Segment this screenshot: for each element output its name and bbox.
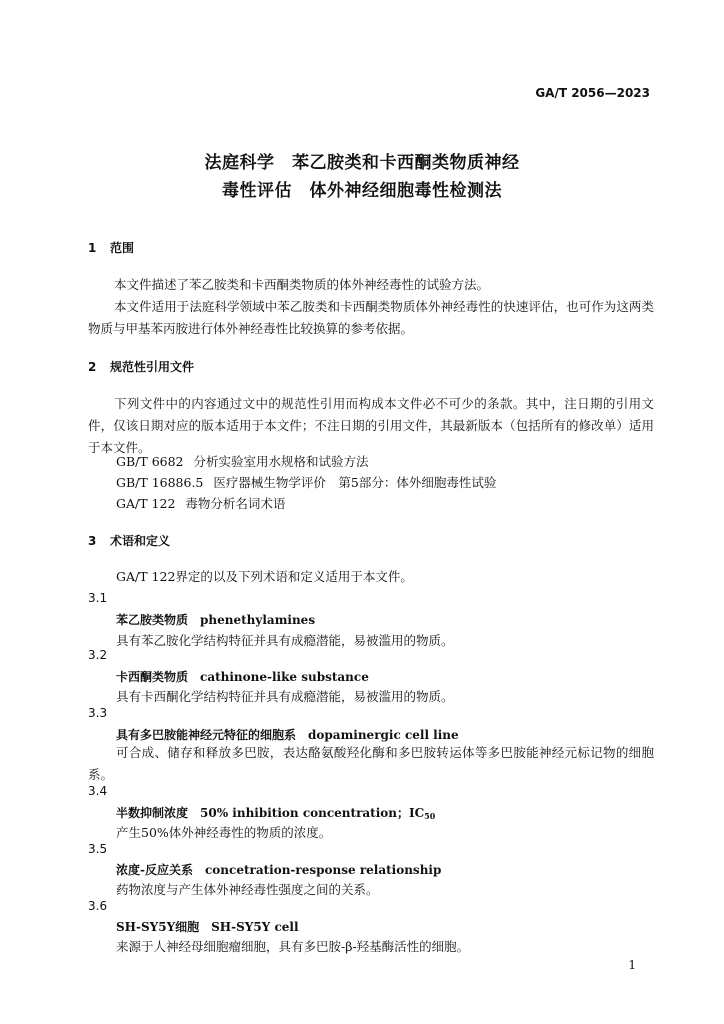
term-definition: 药物浓度与产生体外神经毒性强度之间的关系。: [116, 882, 379, 897]
term-en: cathinone-like substance: [200, 670, 369, 684]
reference-item: [116, 473, 496, 493]
term-heading: [116, 861, 441, 878]
section-title: 规范性引用文件: [110, 360, 195, 374]
term-heading: [116, 918, 299, 935]
term-heading: [116, 726, 459, 743]
term-number: 3.4: [88, 784, 108, 798]
term-en: SH-SY5Y cell: [211, 920, 299, 934]
term-en: 50% inhibition concentration；IC: [200, 806, 425, 820]
document-number: GA/T 2056—2023: [535, 86, 650, 100]
section-title: 范围: [110, 241, 135, 255]
term-definition: 来源于人神经母细胞瘤细胞，具有多巴胺-β-羟基酶活性的细胞。: [116, 939, 470, 954]
term-definition: 可合成、储存和释放多巴胺，表达酪氨酸羟化酶和多巴胺转运体等多巴胺能神经元标记物的细胞系。: [88, 745, 654, 782]
term-cn: SH-SY5Y细胞: [116, 920, 200, 934]
term-heading: [116, 668, 369, 685]
term-cn: 浓度-反应关系: [116, 863, 193, 877]
section-3-intro: GA/T 122界定的以及下列术语和定义适用于本文件。: [116, 569, 413, 584]
term-cn: 卡西酮类物质: [116, 670, 189, 684]
term-cn: 半数抑制浓度: [116, 806, 189, 820]
term-number: 3.3: [88, 706, 108, 720]
term-number: 3.2: [88, 648, 108, 662]
term-en: concetration-response relationship: [204, 863, 442, 877]
section-1-para-1: 本文件描述了苯乙胺类和卡西酮类物质的体外神经毒性的试验方法。: [114, 277, 490, 292]
section-number: 1: [88, 241, 97, 255]
term-definition: 具有苯乙胺化学结构特征并具有成瘾潜能，易被滥用的物质。: [116, 633, 454, 648]
term-cn: 苯乙胺类物质: [116, 613, 189, 627]
title-line-2: 毒性评估 体外神经细胞毒性检测法: [222, 181, 502, 201]
term-heading: [116, 611, 315, 628]
reference-code: GB/T 16886.5: [116, 475, 204, 490]
section-number: 3: [88, 534, 97, 548]
section-3-heading: [88, 532, 170, 549]
section-title: 术语和定义: [110, 534, 171, 548]
section-1-heading: [88, 239, 134, 256]
term-en: phenethylamines: [200, 613, 316, 627]
term-number: 3.1: [88, 591, 108, 605]
term-number: 3.6: [88, 899, 108, 913]
page-number: 1: [628, 958, 636, 972]
term-number: 3.5: [88, 842, 108, 856]
term-en: dopaminergic cell line: [308, 728, 459, 742]
term-definition: 具有卡西酮化学结构特征并具有成瘾潜能，易被滥用的物质。: [116, 689, 454, 704]
term-heading: [116, 804, 435, 821]
reference-item: [116, 494, 285, 514]
section-2-heading: [88, 358, 194, 375]
term-cn: 具有多巴胺能神经元特征的细胞系: [116, 728, 297, 742]
section-1-para-2: 本文件适用于法庭科学领域中苯乙胺类和卡西酮类物质体外神经毒性的快速评估，也可作为这两类物质与甲基苯丙胺进行体外神经毒性比较换算的参考依据。: [88, 299, 654, 336]
section-number: 2: [88, 360, 97, 374]
reference-title: 医疗器械生物学评价 第5部分：体外细胞毒性试验: [213, 475, 497, 490]
reference-code: GA/T 122: [116, 496, 176, 511]
title-line-1: 法庭科学 苯乙胺类和卡西酮类物质神经: [204, 153, 520, 173]
section-2-para: 下列文件中的内容通过文中的规范性引用而构成本文件必不可少的条款。其中，注日期的引用文件，仅该日期对应的版本适用于本文件；不注日期的引用文件，其最新版本（包括所有的修改单）适用于本文件。: [88, 396, 654, 455]
reference-item: [116, 452, 369, 472]
reference-title: 毒物分析名词术语: [185, 496, 286, 511]
term-en-subscript: 50: [424, 811, 436, 821]
term-definition: 产生50%体外神经毒性的物质的浓度。: [116, 825, 332, 840]
reference-title: 分析实验室用水规格和试验方法: [193, 454, 369, 469]
reference-code: GB/T 6682: [116, 454, 184, 469]
